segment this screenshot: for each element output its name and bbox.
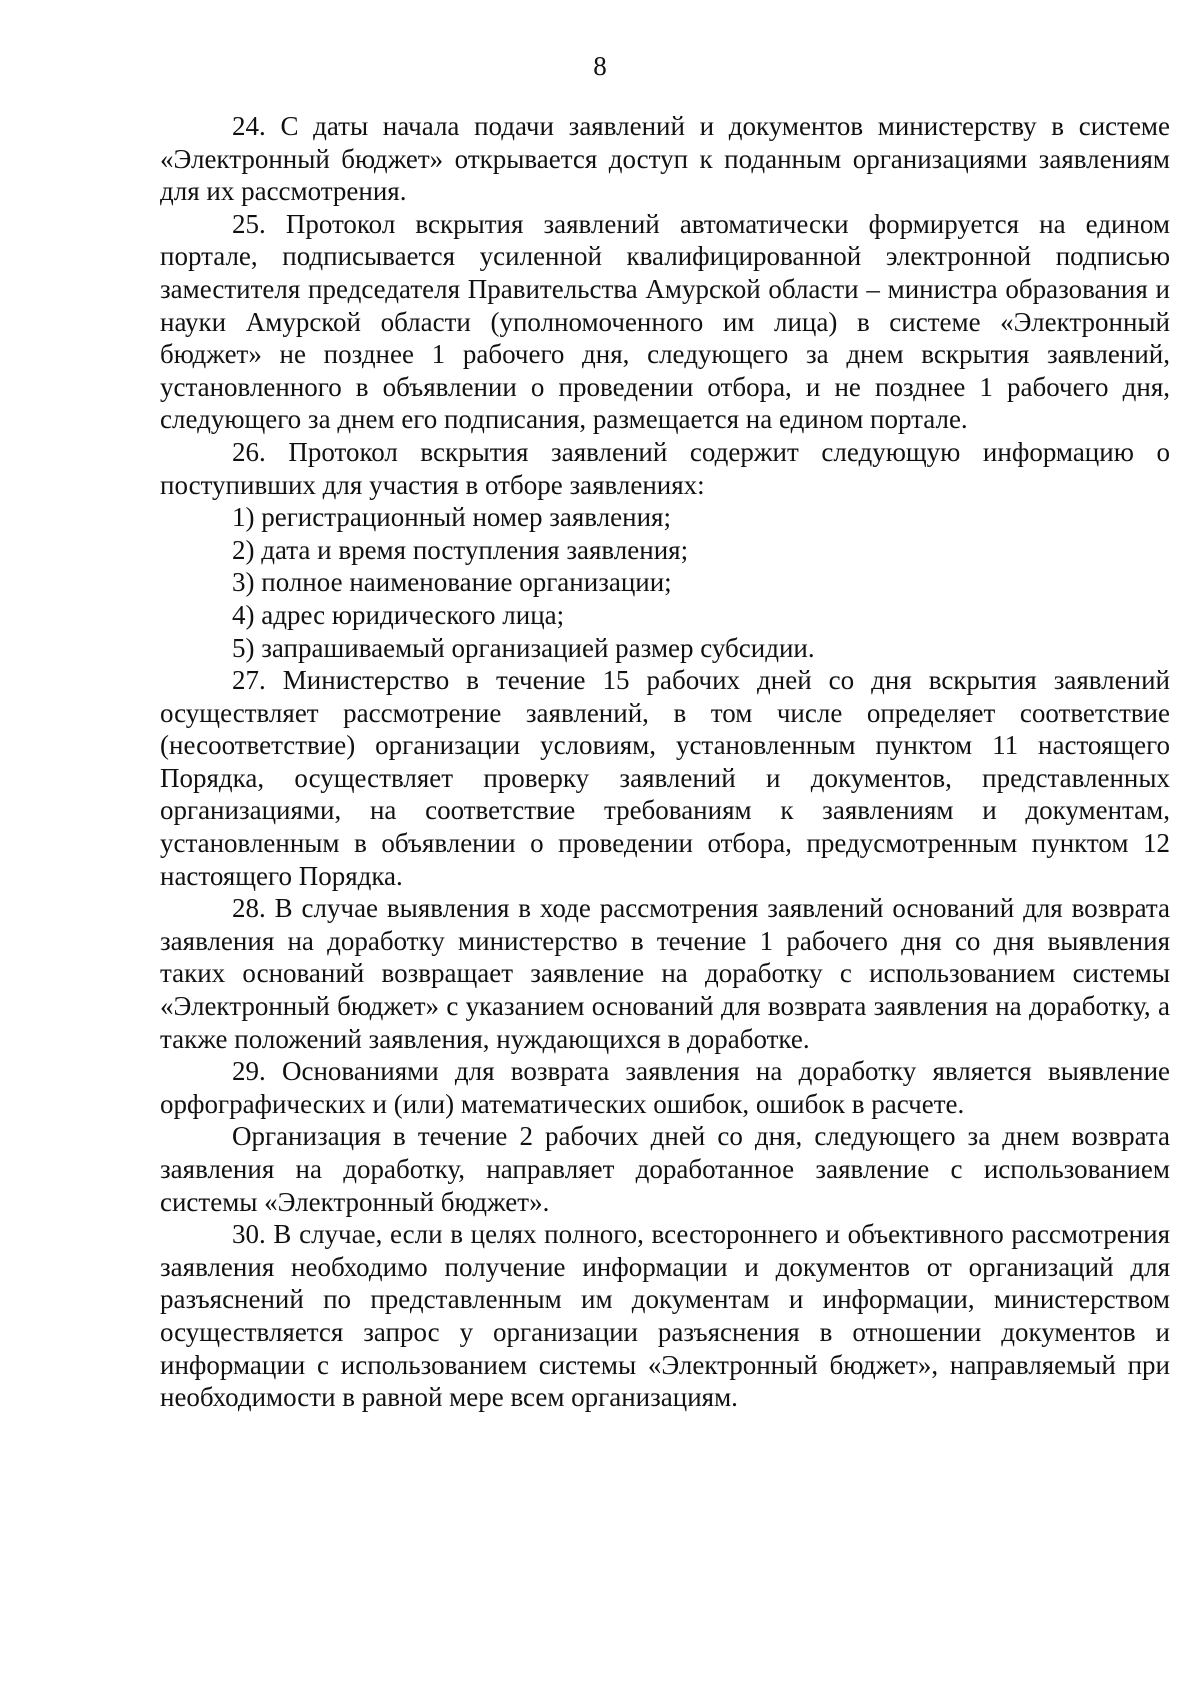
paragraph-30: 30. В случае, если в целях полного, всестороннего и объективного рассмотрения заявления необходимо получение информации и документов от организаций для разъяснений по представленным им документам и информации, министерством осуществляется запрос у организации разъяснения в отношении документов и информации с использованием системы «Электронный бюджет», направляемый при необходимости в равной мере всем организациям.: [160, 1219, 1170, 1413]
list-item: 2) дата и время поступления заявления;: [232, 534, 689, 565]
document-body: [160, 110, 1170, 1414]
paragraph-27: 27. Министерство в течение 15 рабочих дней со дня вскрытия заявлений осуществляет рассмотрение заявлений, в том числе определяет соответствие (несоответствие) организации условиям, установленным пунктом 11 настоящего Порядка, осуществляет проверку заявлений и документов, представленных организациями, на соответствие требованиям к заявлениям и документам, установленным в объявлении о проведении отбора, предусмотренным пунктом 12 настоящего Порядка.: [160, 665, 1170, 891]
page-number: 8: [593, 51, 607, 81]
paragraph-29-continuation: Организация в течение 2 рабочих дней со дня, следующего за днем возврата заявления на доработку, направляет доработанное заявление с использованием системы «Электронный бюджет».: [160, 1121, 1170, 1217]
list-item: 3) полное наименование организации;: [232, 567, 672, 598]
paragraph-25: 25. Протокол вскрытия заявлений автоматически формируется на едином портале, подписывается усиленной квалифицированной электронной подписью заместителя председателя Правительства Амурской области – министра образования и науки Амурской области (уполномоченного им лица) в системе «Электронный бюджет» не позднее 1 рабочего дня, следующего за днем вскрытия заявлений, установленного в объявлении о проведении отбора, и не позднее 1 рабочего дня, следующего за днем его подписания, размещается на едином портале.: [160, 208, 1170, 435]
list-item: 4) адрес юридического лица;: [232, 599, 565, 630]
paragraph-24: 24. С даты начала подачи заявлений и документов министерству в системе «Электронный бюджет» открывается доступ к поданным организациями заявлениям для их рассмотрения.: [160, 111, 1170, 207]
paragraph-28: 28. В случае выявления в ходе рассмотрения заявлений оснований для возврата заявления на доработку министерство в течение 1 рабочего дня со дня выявления таких оснований возвращает заявление на доработку с использованием системы «Электронный бюджет» с указанием оснований для возврата заявления на доработку, а также положений заявления, нуждающихся в доработке.: [160, 893, 1170, 1054]
paragraph-29: 29. Основаниями для возврата заявления на доработку является выявление орфографических и (или) математических ошибок, ошибок в расчете.: [160, 1056, 1170, 1119]
paragraph-26: 26. Протокол вскрытия заявлений содержит следующую информацию о поступивших для участия в отборе заявлениях:: [160, 436, 1170, 500]
list-item: 5) запрашиваемый организацией размер субсидии.: [232, 632, 815, 663]
list-item: 1) регистрационный номер заявления;: [232, 502, 671, 533]
